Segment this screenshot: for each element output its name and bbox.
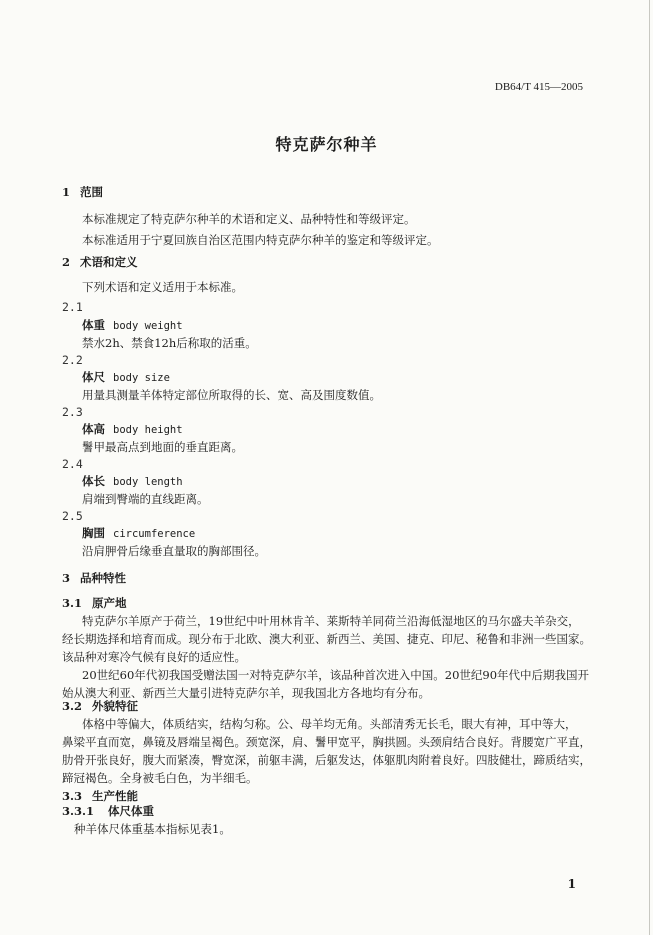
term-heading <box>82 372 170 384</box>
paragraph-line: 肋骨开张良好，腹大而紧凑，臀宽深，前躯丰满，后躯发达，体躯肌肉附着良好。四肢健壮，蹄质结实， <box>62 753 591 767</box>
term-heading <box>82 424 183 436</box>
term-heading <box>82 320 183 332</box>
paragraph-line: 20世纪60年代初我国受赠法国一对特克萨尔羊，该品种首次进入中国。20世纪90年代中后期我国开 <box>82 668 590 682</box>
paragraph-line: 始从澳大利亚、新西兰大量引进特克萨尔羊，现我国北方各地均有分布。 <box>62 686 430 700</box>
section-number: 1 <box>62 185 71 199</box>
section-title: 范围 <box>80 185 103 199</box>
section-title: 术语和定义 <box>80 255 138 269</box>
document-title: 特克萨尔种羊 <box>275 135 378 154</box>
term-definition: 用量具测量羊体特定部位所取得的长、宽、高及围度数值。 <box>82 388 381 402</box>
term-definition: 禁水2h、禁食12h后称取的活重。 <box>82 336 257 350</box>
subsection-number: 3.3.1 <box>62 804 95 818</box>
paragraph-line: 体格中等偏大，体质结实，结构匀称。公、母羊均无角。头部清秀无长毛，眼大有神，耳中等大， <box>82 717 577 731</box>
subsection-3-2-heading <box>62 701 138 713</box>
term-number: 2.1 <box>62 300 83 314</box>
term-number: 2.2 <box>62 353 83 367</box>
term-definition: 鬐甲最高点到地面的垂直距离。 <box>82 440 243 454</box>
section-number: 3 <box>62 571 71 585</box>
paragraph: 下列术语和定义适用于本标准。 <box>82 280 243 294</box>
subsection-3-3-heading <box>62 791 138 803</box>
term-number: 2.4 <box>62 457 83 471</box>
subsection-3-1-heading <box>62 598 127 610</box>
term-english: body height <box>113 424 183 436</box>
subsection-3-3-1-heading <box>62 806 154 818</box>
term-heading <box>82 528 195 540</box>
subsection-title: 生产性能 <box>92 789 138 803</box>
paragraph-line: 该品种对寒冷气候有良好的适应性。 <box>62 650 246 664</box>
subsection-number: 3.1 <box>62 596 83 610</box>
paragraph: 本标准适用于宁夏回族自治区范围内特克萨尔种羊的鉴定和等级评定。 <box>82 233 439 247</box>
paragraph-line: 蹄冠褐色。全身被毛白色，为半细毛。 <box>62 771 258 785</box>
term-name: 体高 <box>82 422 105 436</box>
paragraph-line: 鼻梁平直而宽，鼻镜及唇端呈褐色。颈宽深，肩、鬐甲宽平，胸拱圆。头颈肩结合良好。背腰宽广平直， <box>62 735 591 749</box>
term-number: 2.5 <box>62 509 83 523</box>
term-heading <box>82 476 183 488</box>
term-name: 体长 <box>82 474 105 488</box>
paragraph-line: 经长期选择和培育而成。现分布于北欧、澳大利亚、新西兰、美国、捷克、印尼、秘鲁和非洲一些国家。 <box>62 632 591 646</box>
subsection-title: 原产地 <box>92 596 127 610</box>
term-name: 体重 <box>82 318 105 332</box>
term-english: body length <box>113 476 183 488</box>
section-1-heading <box>62 187 103 199</box>
standard-code: DB64/T 415—2005 <box>494 81 583 93</box>
paragraph-line: 特克萨尔羊原产于荷兰，19世纪中叶用林肯羊、莱斯特羊同荷兰沿海低湿地区的马尔盛夫羊杂交， <box>82 614 580 628</box>
subsection-number: 3.2 <box>62 699 83 713</box>
term-english: body weight <box>113 320 183 332</box>
paragraph: 种羊体尺体重基本指标见表1。 <box>74 822 231 836</box>
subsection-title: 体尺体重 <box>108 804 154 818</box>
paragraph: 本标准规定了特克萨尔种羊的术语和定义、品种特性和等级评定。 <box>82 212 416 226</box>
term-english: circumference <box>113 528 196 540</box>
section-2-heading <box>62 257 138 269</box>
term-english: body size <box>113 372 170 384</box>
section-number: 2 <box>62 255 71 269</box>
page-number: 1 <box>567 877 576 891</box>
term-definition: 沿肩胛骨后缘垂直量取的胸部围径。 <box>82 544 266 558</box>
term-number: 2.3 <box>62 405 83 419</box>
section-title: 品种特性 <box>80 571 126 585</box>
subsection-number: 3.3 <box>62 789 83 803</box>
term-definition: 肩端到臀端的直线距离。 <box>82 492 209 506</box>
section-3-heading <box>62 573 126 585</box>
term-name: 体尺 <box>82 370 105 384</box>
subsection-title: 外貌特征 <box>92 699 138 713</box>
term-name: 胸围 <box>82 526 105 540</box>
